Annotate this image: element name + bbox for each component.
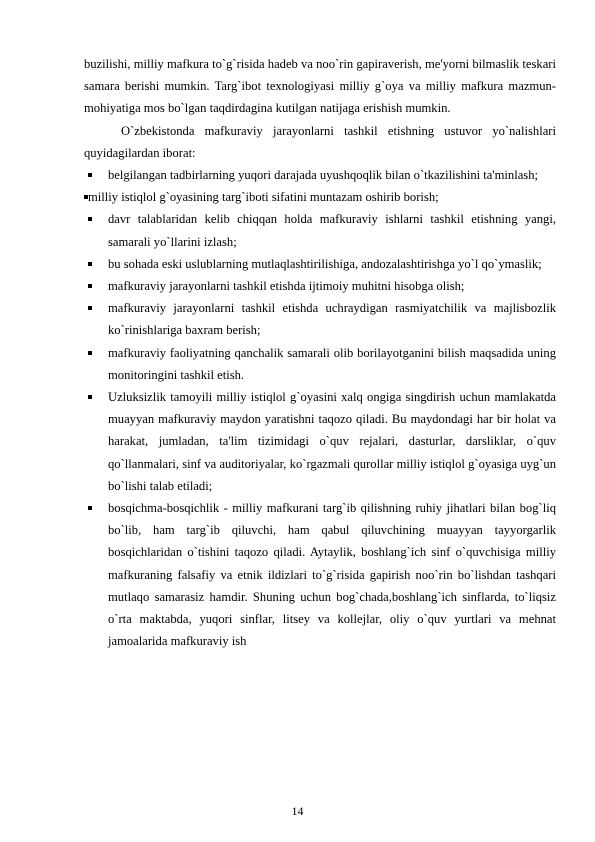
list-item: bu sohada eski uslublarning mutlaqlashtirilishiga, andozalashtirishga yo`l qo`ymaslik; <box>84 253 556 275</box>
list-item: mafkuraviy jarayonlarni tashkil etishda ijtimoiy muhitni hisobga olish; <box>84 275 556 297</box>
page-body <box>84 53 556 652</box>
paragraph-intro: O`zbekistonda mafkuraviy jarayonlarni tashkil etishning ustuvor yo`nalishlari quyidagilardan iborat: <box>84 123 556 160</box>
list-item: milliy istiqlol g`oyasining targ`iboti sifatini muntazam oshirib borish; <box>84 186 556 208</box>
bullet-icon <box>88 284 92 288</box>
bullet-icon <box>88 506 92 510</box>
bullet-icon <box>88 217 92 221</box>
bullet-icon <box>84 195 88 199</box>
bullet-icon <box>88 351 92 355</box>
paragraph-continuation: buzilishi, milliy mafkura to`g`risida hadeb va noo`rin gapiraverish, me'yorni bilmaslik teskari samara berishi mumkin. Targ`ibot texnologiyasi milliy g`oya va milliy mafkura mazmun-mohiyatiga mos bo`lgan taqdirdagina kutilgan natijaga erishish mumkin. <box>84 57 556 116</box>
list-item: davr talablaridan kelib chiqqan holda mafkuraviy ishlarni tashkil etishning yangi, samarali yo`llarini izlash; <box>84 208 556 252</box>
list-item: mafkuraviy jarayonlarni tashkil etishda uchraydigan rasmiyatchilik va majlisbozlik ko`rinishlariga baxram berish; <box>84 297 556 341</box>
bullet-icon <box>88 395 92 399</box>
list-item: mafkuraviy faoliyatning qanchalik samarali olib borilayotganini bilish maqsadida uning monitoringini tashkil etish. <box>84 342 556 386</box>
priority-list <box>84 164 556 652</box>
bullet-icon <box>88 173 92 177</box>
bullet-icon <box>88 262 92 266</box>
list-item: Uzluksizlik tamoyili milliy istiqlol g`oyasini xalq ongiga singdirish uchun mamlakatda muayyan mafkuraviy maydon yaratishni taqozo qiladi. Bu maydondagi har bir holat va harakat, jumladan, ta'lim tizimidagi o`quv rejalari, dasturlar, darsliklar, o`quv qo`llanmalari, sinf va auditoriyalar, ko`rgazmali qurollar milliy istiqlol g`oyasiga uyg`un bo`lishi talab etiladi; <box>84 386 556 497</box>
list-item: bosqichma-bosqichlik - milliy mafkurani targ`ib qilishning ruhiy jihatlari bilan bog`liq bo`lib, ham targ`ib qiluvchi, ham qabul qiluvchining muayyan tayyorgarlik bosqichlaridan o`tishini taqozo qiladi. Aytaylik, boshlang`ich sinf o`quvchisiga milliy mafkuraning falsafiy va etnik ildizlari to`g`risida gapirish noo`rin bo`lishdan tashqari mutlaqo samarasiz hamdir. Shuning uchun bog`chada,boshlang`ich sinflarda, to`liqsiz o`rta maktabda, yuqori sinflar, litsey va kollejlar, oliy o`quv yurtlari va mehnat jamoalarida mafkuraviy ish <box>84 497 556 652</box>
list-item: belgilangan tadbirlarning yuqori darajada uyushqoqlik bilan o`tkazilishini ta'minlash; <box>84 164 556 186</box>
bullet-icon <box>88 306 92 310</box>
page-number: 14 <box>291 804 304 818</box>
